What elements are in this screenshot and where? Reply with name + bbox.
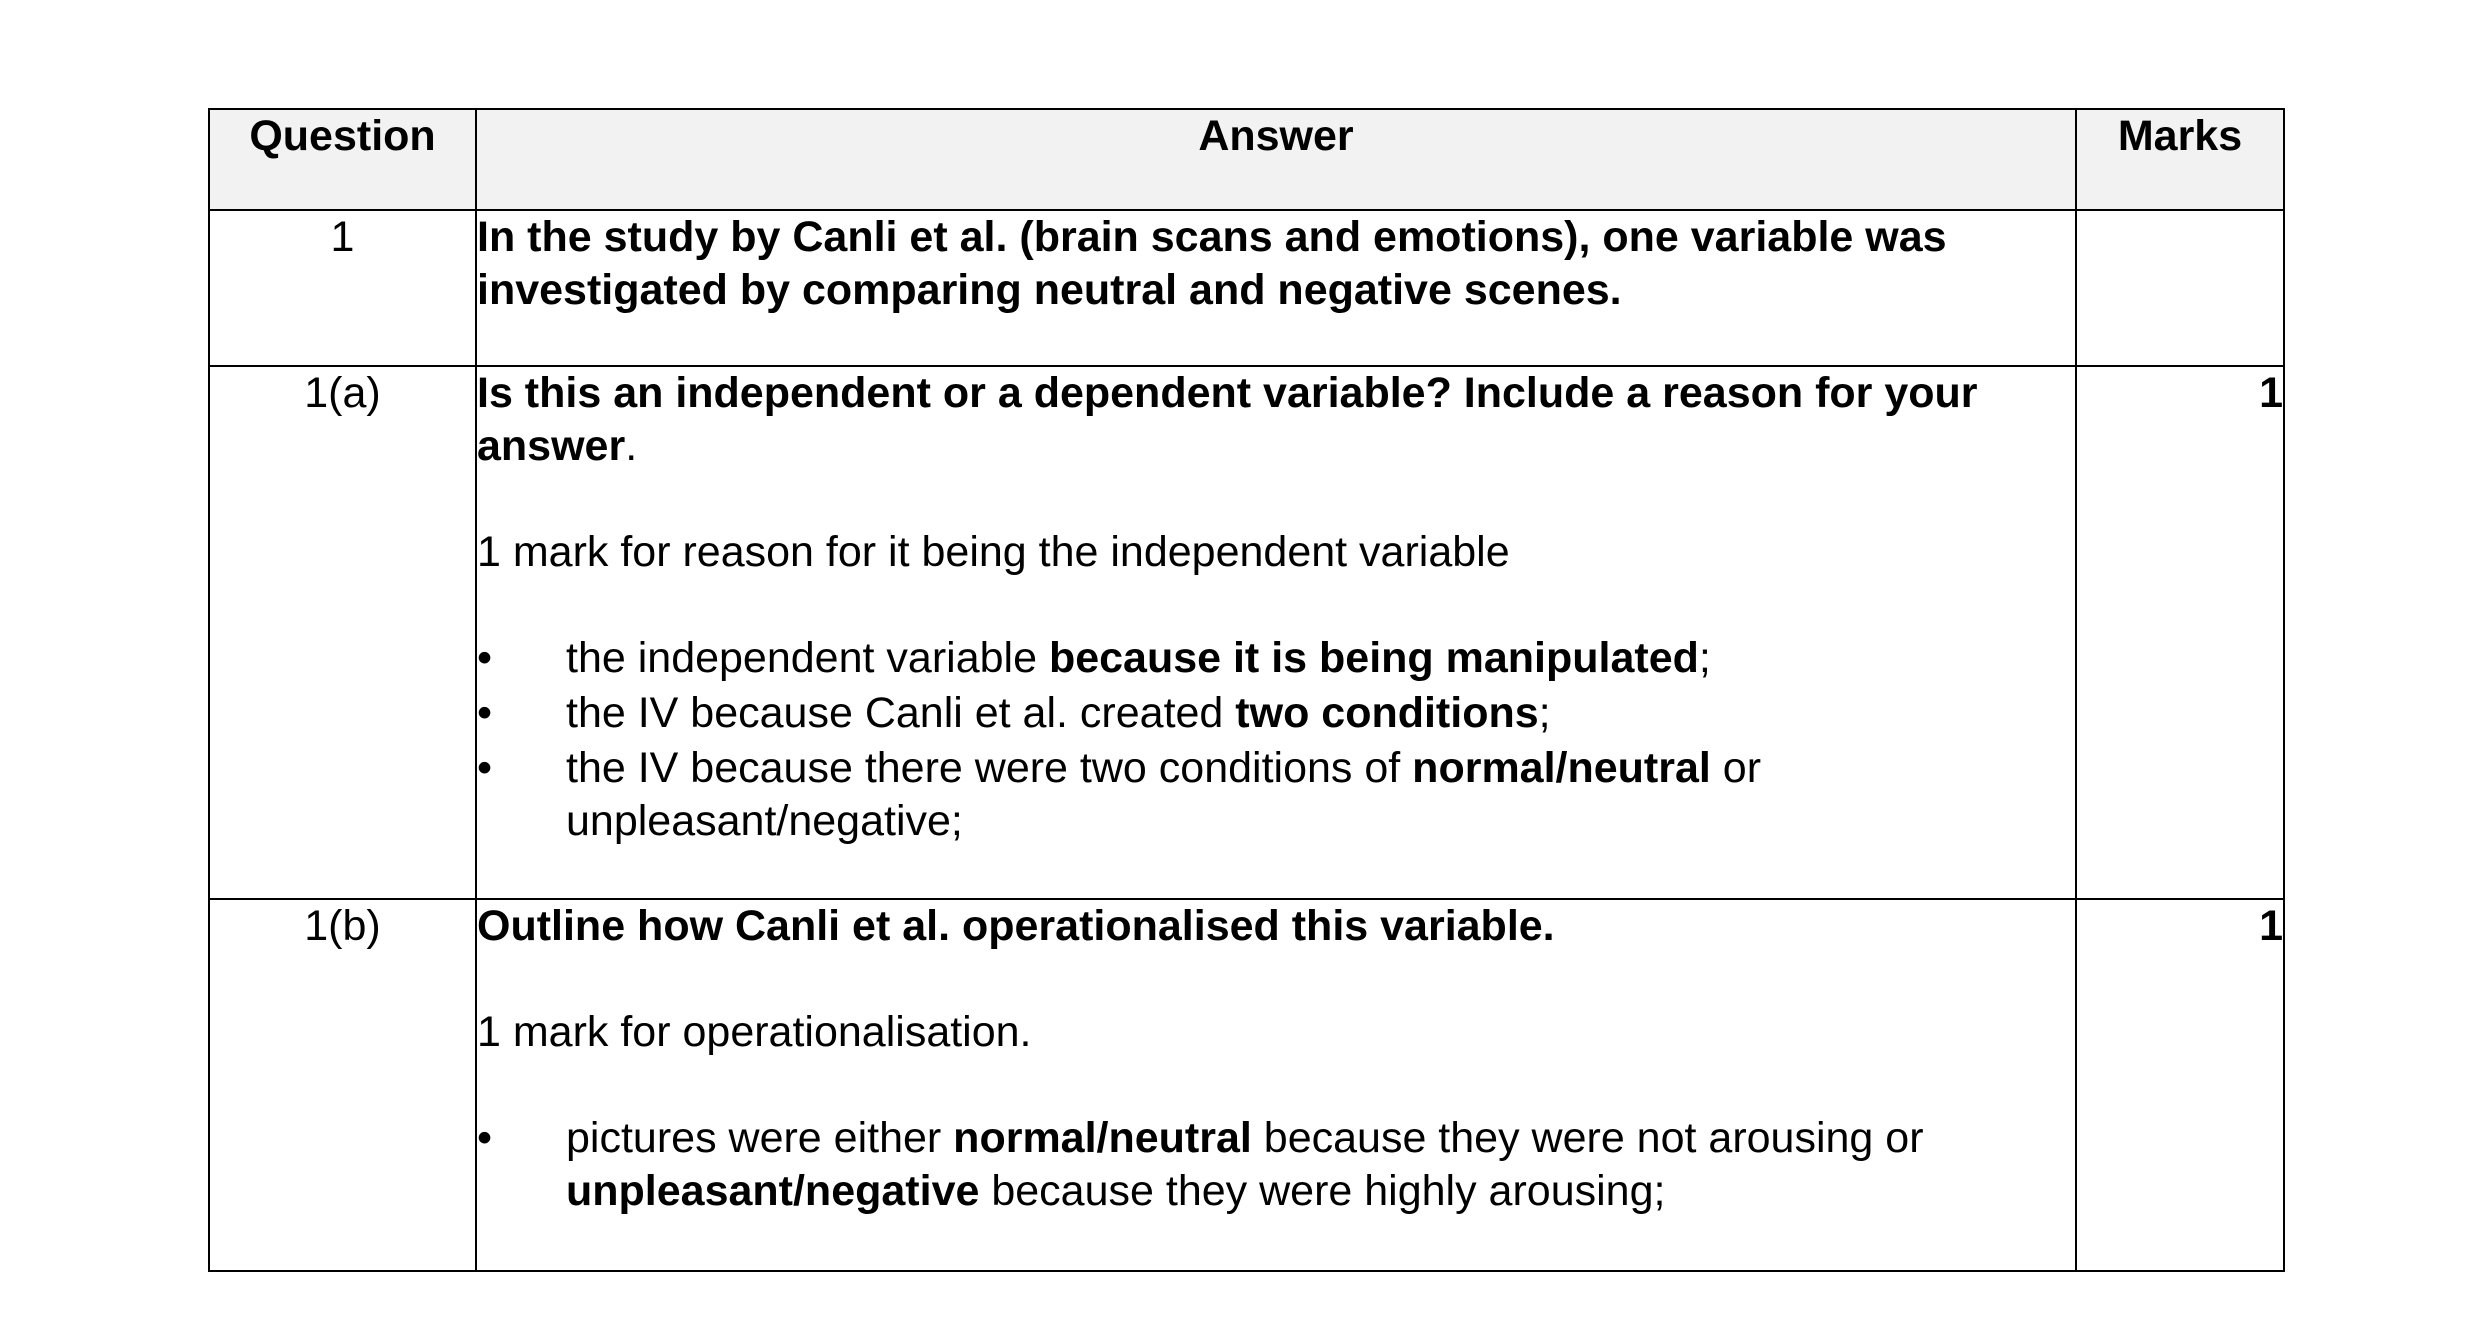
question-number: 1(b)	[209, 899, 476, 1271]
point-keyword: because it is being manipulated	[1048, 634, 1699, 682]
marks-column-header: Marks	[2076, 109, 2284, 210]
marks-cell: 1	[2076, 366, 2284, 899]
marking-guidance: 1 mark for reason for it being the independent variable	[477, 528, 1510, 576]
question-number: 1(a)	[209, 366, 476, 899]
point-text: the IV because Canli et al. created	[566, 689, 1236, 737]
point-text: ;	[1538, 689, 1551, 737]
bullet-icon: •	[477, 634, 493, 682]
question-prompt: In the study by Canli et al. (brain scans and emotions), one variable was investigated by comparing neutral and negative scenes.	[477, 213, 1947, 314]
question-number: 1	[209, 210, 476, 366]
marks-cell	[2076, 210, 2284, 366]
point-text: ;	[1698, 634, 1711, 682]
point-keyword: two conditions	[1235, 689, 1539, 737]
point-keyword: normal/neutral	[953, 1114, 1252, 1162]
answer-cell	[476, 899, 2076, 1271]
point-keyword: normal/neutral	[1412, 744, 1711, 792]
table-row	[209, 366, 2284, 899]
answer-cell	[476, 210, 2076, 366]
bullet-icon: •	[477, 744, 493, 792]
mark-scheme-table	[208, 108, 2285, 1272]
answer-points-list	[477, 632, 2075, 848]
list-item	[477, 632, 2075, 685]
list-item	[477, 687, 2075, 740]
table-row	[209, 210, 2284, 366]
point-text: the IV because there were two conditions of	[566, 744, 1413, 792]
point-keyword: unpleasant/negative	[566, 1167, 980, 1215]
bullet-icon: •	[477, 1114, 493, 1162]
table-row	[209, 899, 2284, 1271]
point-text: because they were highly arousing;	[979, 1167, 1666, 1215]
answer-cell	[476, 366, 2076, 899]
question-prompt: Outline how Canli et al. operationalised this variable.	[477, 902, 1555, 950]
point-text: the independent variable	[566, 634, 1049, 682]
point-text: pictures were either	[566, 1114, 954, 1162]
marking-guidance: 1 mark for operationalisation.	[477, 1008, 1032, 1056]
question-prompt-end: .	[625, 422, 638, 470]
bullet-icon: •	[477, 689, 493, 737]
marks-cell: 1	[2076, 899, 2284, 1271]
point-text: because they were not arousing or	[1251, 1114, 1924, 1162]
list-item	[477, 1112, 2075, 1218]
question-prompt	[477, 367, 2075, 473]
question-column-header: Question	[209, 109, 476, 210]
answer-points-list	[477, 1112, 2075, 1218]
question-prompt-text: Is this an independent or a dependent variable? Include a reason for your answer	[477, 369, 1978, 470]
header-row	[209, 109, 2284, 210]
answer-column-header: Answer	[476, 109, 2076, 210]
point-text: or unpleasant/negative;	[566, 744, 1762, 845]
list-item	[477, 742, 2075, 848]
